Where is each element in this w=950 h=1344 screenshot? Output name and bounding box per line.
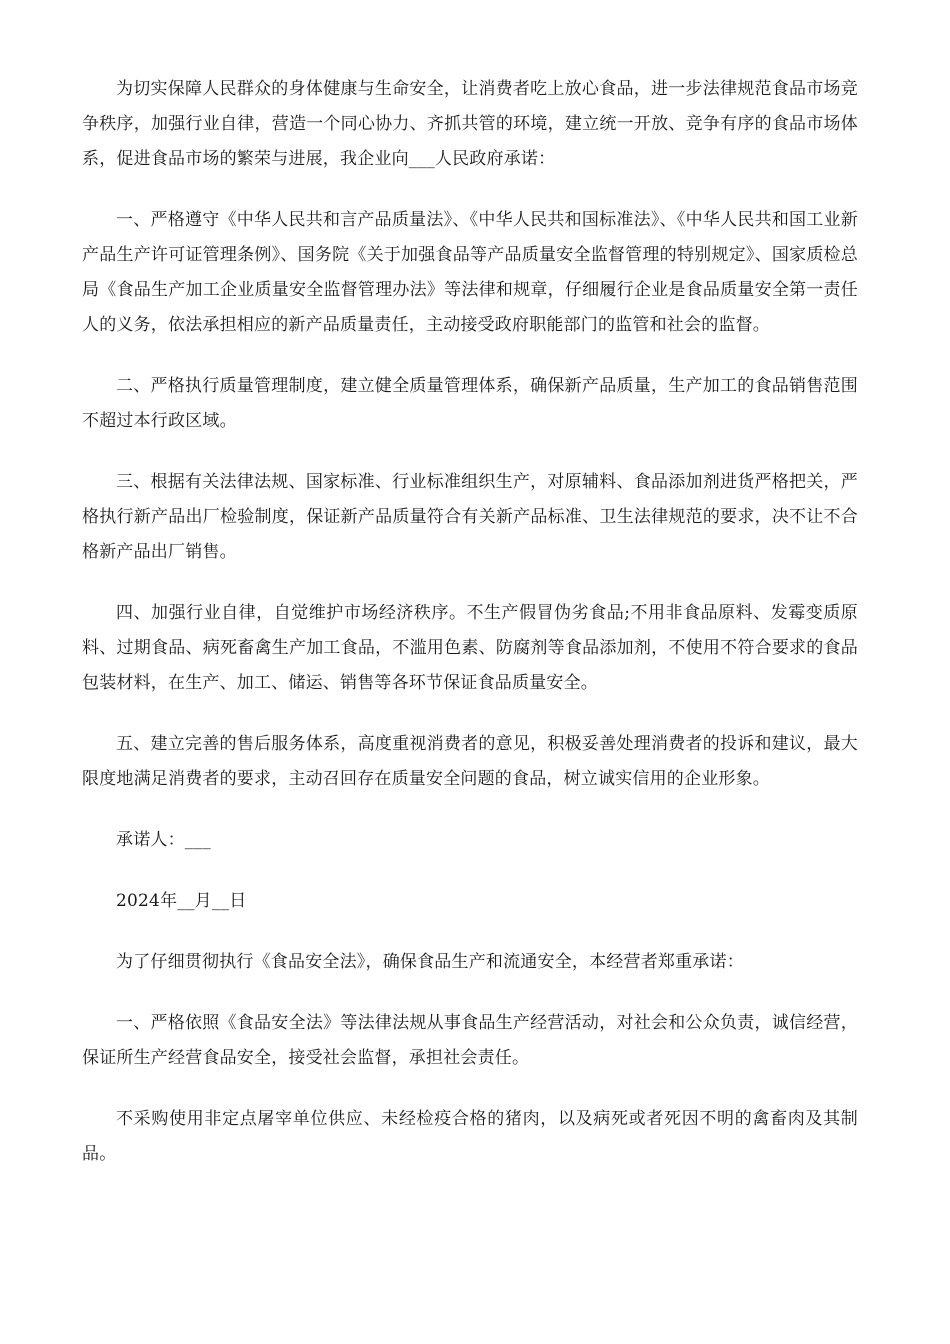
- clause-4-paragraph: 四、加强行业自律，自觉维护市场经济秩序。不生产假冒伪劣食品;不用非食品原料、发霉变质原料、过期食品、病死畜禽生产加工食品，不滥用色素、防腐剂等食品添加剂，不使用不符合要求的食品包装材料，在生产、加工、储运、销售等各环节保证食品质量安全。: [82, 603, 858, 693]
- meat-procurement-paragraph: 不采购使用非定点屠宰单位供应、未经检疫合格的猪肉，以及病死或者死因不明的禽畜肉及其制品。: [82, 1109, 858, 1164]
- intro-paragraph: 为切实保障人民群众的身体健康与生命安全，让消费者吃上放心食品，进一步法律规范食品市场竞争秩序，加强行业自律，营造一个同心协力、齐抓共管的环境，建立统一开放、竞争有序的食品市场体系，促进食品市场的繁荣与进展，我企业向___人民政府承诺：: [82, 79, 858, 169]
- clause-5-paragraph: 五、建立完善的售后服务体系，高度重视消费者的意见，积极妥善处理消费者的投诉和建议，最大限度地满足消费者的要求，主动召回存在质量安全问题的食品，树立诚实信用的企业形象。: [82, 734, 858, 789]
- date-line: 2024年__月__日: [116, 891, 247, 911]
- second-clause-1-paragraph: 一、严格依照《食品安全法》等法律法规从事食品生产经营活动，对社会和公众负责，诚信经营，保证所生产经营食品安全，接受社会监督，承担社会责任。: [82, 1013, 858, 1068]
- clause-3-paragraph: 三、根据有关法律法规、国家标准、行业标准组织生产，对原辅料、食品添加剂进货严格把关，严格执行新产品出厂检验制度，保证新产品质量符合有关新产品标准、卫生法律规范的要求，决不让不合格新产品出厂销售。: [82, 472, 858, 562]
- clause-1-paragraph: 一、严格遵守《中华人民共和言产品质量法》、《中华人民共和国标准法》、《中华人民共和国工业新产品生产许可证管理条例》、国务院《关于加强食品等产品质量安全监督管理的特别规定》、国家质检总局《食品生产加工企业质量安全监督管理办法》等法律和规章，仔细履行企业是食品质量安全第一责任人的义务，依法承担相应的新产品质量责任，主动接受政府职能部门的监管和社会的监督。: [82, 210, 858, 335]
- second-intro-paragraph: 为了仔细贯彻执行《食品安全法》，确保食品生产和流通安全，本经营者郑重承诺：: [116, 952, 744, 972]
- signatory-line: 承诺人：___: [116, 830, 211, 850]
- clause-2-paragraph: 二、严格执行质量管理制度，建立健全质量管理体系，确保新产品质量，生产加工的食品销售范围不超过本行政区域。: [82, 376, 858, 431]
